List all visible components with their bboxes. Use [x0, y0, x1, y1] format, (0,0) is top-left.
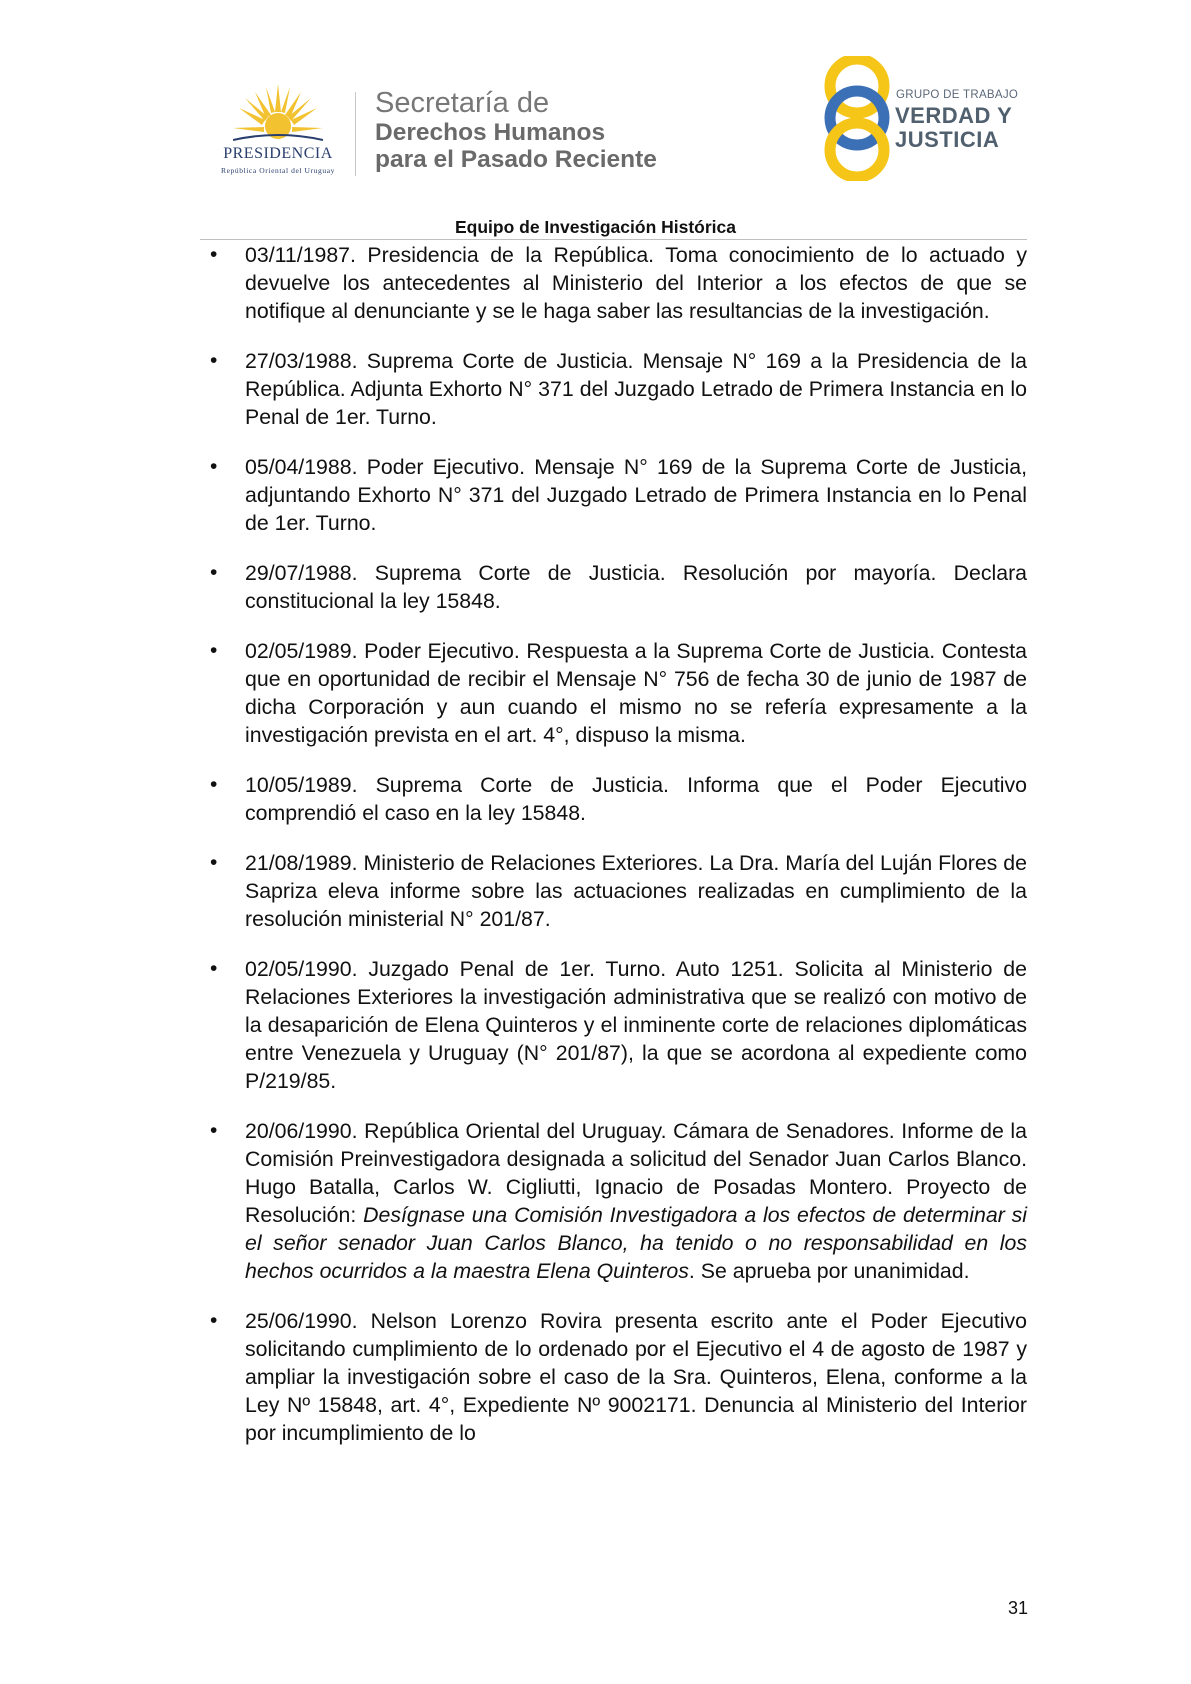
sun-icon	[233, 82, 323, 142]
list-item	[200, 637, 1027, 749]
bullet: •	[210, 639, 218, 662]
verdad-justicia-logo	[822, 56, 1032, 186]
list-item	[200, 955, 1027, 1095]
list-item	[200, 849, 1027, 933]
entry-text: 05/04/1988. Poder Ejecutivo. Mensaje N° 169 de la Suprema Corte de Justicia, adjuntando Exhorto N° 371 del Juzgado Letrado de Primera Instancia en lo Penal de 1er. Turno.	[245, 455, 1027, 535]
entry-text-main: 20/06/1990. República Oriental del Uruguay. Cámara de Senadores. Informe de la Comisión Preinvestigadora designada a solicitud del Senador Juan Carlos Blanco. Hugo Batalla, Carlos W. Cigliutti, Ignacio de Posadas Montero. Proyecto de Resolución:	[245, 1119, 1027, 1227]
rings-icon	[822, 56, 892, 181]
chronology-list	[200, 241, 1027, 1469]
list-item	[200, 771, 1027, 827]
grupo-line1: VERDAD Y	[895, 103, 1013, 128]
grupo-small-label: GRUPO DE TRABAJO	[896, 89, 1019, 101]
entry-text-italic: Desígnase una Comisión Investigadora a los efectos de determinar si el señor senador Juan Carlos Blanco, ha tenido o no responsabilidad en los hechos ocurridos a la maestra Elena Quinteros	[245, 1203, 1027, 1283]
list-item	[200, 241, 1027, 325]
entry-text: 10/05/1989. Suprema Corte de Justicia. Informa que el Poder Ejecutivo comprendió el caso en la ley 15848.	[245, 773, 1027, 825]
bullet: •	[210, 243, 218, 266]
header-divider	[355, 92, 356, 176]
bullet: •	[210, 349, 218, 372]
grupo-line2: JUSTICIA	[895, 127, 1000, 152]
entry-text-after: . Se aprueba por unanimidad.	[688, 1259, 970, 1283]
list-item	[200, 559, 1027, 615]
list-item	[200, 453, 1027, 537]
secretaria-line1: Secretaría de	[375, 87, 550, 119]
bullet: •	[210, 773, 218, 796]
secretaria-line2: Derechos Humanos	[375, 119, 606, 146]
bullet: •	[210, 851, 218, 874]
entry-text: 03/11/1987. Presidencia de la República. Toma conocimiento de lo actuado y devuelve los antecedentes al Ministerio del Interior a los efectos de que se notifique al denunciante y se le haga saber las resultancias de la investigación.	[245, 243, 1027, 323]
presidencia-name: PRESIDENCIA	[223, 145, 333, 162]
header-rule	[200, 239, 1027, 240]
entry-text: 27/03/1988. Suprema Corte de Justicia. Mensaje N° 169 a la Presidencia de la República. Adjunta Exhorto N° 371 del Juzgado Letrado de Primera Instancia en lo Penal de 1er. Turno.	[245, 349, 1027, 429]
entry-text: 02/05/1990. Juzgado Penal de 1er. Turno. Auto 1251. Solicita al Ministerio de Relaciones Exteriores la investigación administrativa que se realizó con motivo de la desaparición de Elena Quinteros y el inminente corte de relaciones diplomáticas entre Venezuela y Uruguay (N° 201/87), la que se acordona al expediente como P/219/85.	[245, 957, 1027, 1093]
team-title: Equipo de Investigación Histórica	[454, 217, 737, 237]
bullet: •	[210, 957, 218, 980]
page-number: 31	[1007, 1598, 1028, 1618]
presidencia-logo	[198, 82, 358, 182]
entry-text: 21/08/1989. Ministerio de Relaciones Exteriores. La Dra. María del Luján Flores de Sapriza eleva informe sobre las actuaciones realizadas en cumplimiento de la resolución ministerial N° 201/87.	[245, 851, 1027, 931]
presidencia-subtitle: República Oriental del Uruguay	[220, 166, 335, 175]
list-item	[200, 347, 1027, 431]
list-item	[200, 1307, 1027, 1447]
page-header	[0, 0, 1191, 215]
entry-text: 29/07/1988. Suprema Corte de Justicia. Resolución por mayoría. Declara constitucional la ley 15848.	[245, 561, 1027, 613]
bullet: •	[210, 1309, 218, 1332]
entry-text: 25/06/1990. Nelson Lorenzo Rovira presenta escrito ante el Poder Ejecutivo solicitando cumplimiento de lo ordenado por el Ejecutivo el 4 de agosto de 1987 y ampliar la investigación sobre el caso de la Sra. Quinteros, Elena, conforme a la Ley Nº 15848, art. 4°, Expediente Nº 9002171. Denuncia al Ministerio del Interior por incumplimiento de lo	[245, 1309, 1027, 1445]
entry-text: 02/05/1989. Poder Ejecutivo. Respuesta a la Suprema Corte de Justicia. Contesta que en oportunidad de recibir el Mensaje N° 756 de fecha 30 de junio de 1987 de dicha Corporación y aun cuando el mismo no se refería expresamente a la investigación prevista en el art. 4°, dispuso la misma.	[245, 639, 1027, 747]
bullet: •	[210, 455, 218, 478]
entry-text	[245, 1117, 1027, 1285]
bullet: •	[210, 1119, 218, 1142]
bullet: •	[210, 561, 218, 584]
list-item	[200, 1117, 1027, 1285]
secretaria-line3: para el Pasado Reciente	[375, 146, 657, 173]
secretaria-logo-text	[375, 88, 657, 173]
